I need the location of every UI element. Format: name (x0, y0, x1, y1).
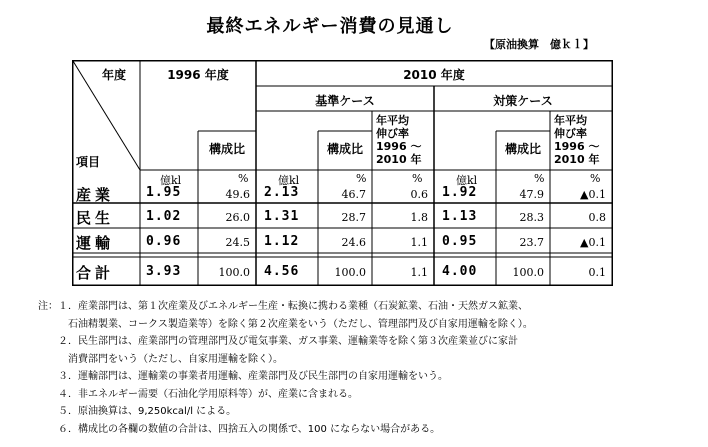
cell-sangyo-st: 47.9 (519, 188, 544, 201)
energy-table (72, 60, 613, 286)
cell-minsei-s1996: 26.0 (225, 211, 250, 224)
cell-unyu-gt: ▲0.1 (580, 236, 606, 249)
cell-sangyo-vt: 1.92 (442, 185, 478, 200)
footnote-line: 石油精製業、コークス製造業等）を除く第２次産業をいう（ただし、管理部門及び自家用運輸を除く）。 (38, 318, 533, 330)
row-label-unyu: 運輸 (76, 234, 115, 252)
header-growth-taisaku: 年平均 伸び率 1996 ～ 2010 年 (554, 114, 600, 166)
cell-goukei-vt: 4.00 (442, 264, 478, 279)
cell-goukei-sk: 100.0 (334, 266, 366, 279)
cell-minsei-st: 28.3 (519, 211, 544, 224)
cell-unyu-vt: 0.95 (442, 234, 478, 249)
cell-sangyo-sk: 46.7 (341, 188, 366, 201)
header-kijun: 基準ケース (315, 94, 375, 108)
cell-unyu-st: 23.7 (519, 236, 544, 249)
cell-sangyo-s1996: 49.6 (225, 188, 250, 201)
cell-unyu-gk: 1.1 (410, 236, 428, 249)
row-label-sangyo: 産業 (76, 186, 115, 204)
cell-goukei-v1996: 3.93 (146, 264, 182, 279)
header-kouseihi-1996: 構成比 (208, 142, 245, 156)
footnote-line: ２．民生部門は、産業部門の管理部門及び電気事業、ガス事業、運輸業等を除く第３次産業並びに家計 (38, 336, 518, 347)
footnote-line: ６．構成比の各欄の数値の合計は、四捨五入の関係で、100 にならない場合がある。 (38, 423, 441, 435)
unit-pct-kijun: % (356, 172, 367, 185)
cell-goukei-gt: 0.1 (588, 266, 606, 279)
header-2010: 2010 年度 (403, 68, 465, 82)
cell-goukei-gk: 1.1 (410, 266, 428, 279)
cell-minsei-gk: 1.8 (410, 211, 428, 224)
cell-sangyo-gk: 0.6 (410, 188, 428, 201)
cell-unyu-s1996: 24.5 (225, 236, 250, 249)
footnotes (38, 298, 698, 438)
header-taisaku: 対策ケース (493, 94, 553, 108)
unit-pct-taisaku-growth: % (590, 172, 601, 185)
cell-sangyo-v1996: 1.95 (146, 185, 182, 200)
header-1996: 1996 年度 (167, 68, 229, 82)
cell-unyu-sk: 24.6 (341, 236, 366, 249)
cell-goukei-st: 100.0 (512, 266, 544, 279)
cell-unyu-v1996: 0.96 (146, 234, 182, 249)
unit-pct-1996: % (238, 172, 249, 185)
unit-label: 【原油換算 億ｋｌ】 (484, 38, 594, 51)
cell-unyu-vk: 1.12 (264, 234, 300, 249)
page-title: 最終エネルギー消費の見通し (206, 16, 454, 37)
header-kouseihi-taisaku: 構成比 (504, 142, 541, 156)
header-growth-kijun: 年平均 伸び率 1996 ～ 2010 年 (376, 114, 422, 166)
footnote-line: ４．非エネルギー需要（石油化学用原料等）が、産業に含まれる。 (38, 388, 358, 400)
footnote-line: 消費部門をいう（ただし、自家用運輸を除く）。 (38, 353, 283, 365)
row-label-goukei: 合計 (76, 264, 115, 282)
cell-minsei-vk: 1.31 (264, 209, 300, 224)
unit-okukl-1996: 億kl (160, 174, 182, 187)
cell-minsei-gt: 0.8 (588, 211, 606, 224)
header-nendo: 年度 (102, 68, 127, 82)
cell-minsei-sk: 28.7 (341, 211, 366, 224)
cell-minsei-v1996: 1.02 (146, 209, 182, 224)
row-label-minsei: 民生 (76, 209, 115, 227)
unit-okukl-kijun: 億kl (278, 174, 300, 187)
header-koumoku: 項目 (76, 155, 101, 169)
unit-pct-kijun-growth: % (412, 172, 423, 185)
cell-goukei-s1996: 100.0 (218, 266, 250, 279)
footnote-line: 注：１．産業部門は、第１次産業及びエネルギー生産・転換に携わる業種（石炭鉱業、石油・天然ガス鉱業、 (38, 301, 528, 312)
footnote-line: ３．運輸部門は、運輸業の事業者用運輸、産業部門及び民生部門の自家用運輸をいう。 (38, 371, 448, 382)
cell-sangyo-gt: ▲0.1 (580, 188, 606, 201)
cell-goukei-vk: 4.56 (264, 264, 300, 279)
header-kouseihi-kijun: 構成比 (326, 142, 363, 156)
cell-sangyo-vk: 2.13 (264, 185, 300, 200)
unit-okukl-taisaku: 億kl (456, 174, 478, 187)
unit-pct-taisaku: % (534, 172, 545, 185)
cell-minsei-vt: 1.13 (442, 209, 478, 224)
footnote-line: ５．原油換算は、9,250kcal/l による。 (38, 406, 237, 417)
